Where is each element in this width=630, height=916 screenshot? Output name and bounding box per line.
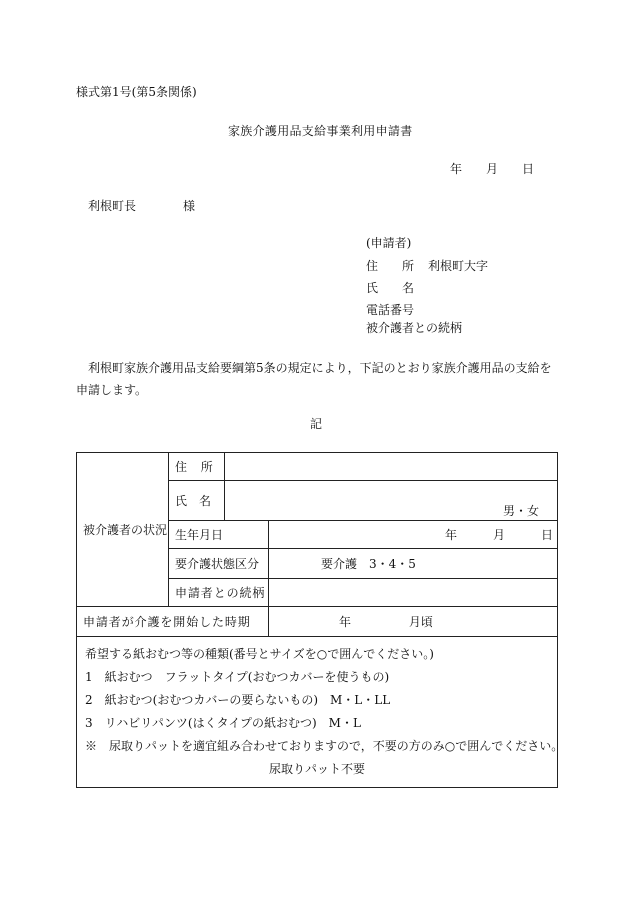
recipient-name-field[interactable] xyxy=(225,481,558,521)
body-text: 利根町家族介護用品支給要綱第5条の規定により，下記のとおり家族介護用品の支給を申請します。 xyxy=(76,361,552,397)
sex-options[interactable]: 男・女 xyxy=(502,503,539,518)
applicant-address-value: 利根町大字 xyxy=(428,259,489,273)
row-options xyxy=(77,637,558,788)
relation-label: 申請者との続柄 xyxy=(169,579,269,607)
applicant-name-label: 氏 名 xyxy=(366,281,415,295)
applicant-address-label: 住 所 xyxy=(366,259,415,273)
recipient-address-label: 住 所 xyxy=(169,453,225,481)
birthdate-field[interactable] xyxy=(269,521,558,549)
care-start-label: 申請者が介護を開始した時期 xyxy=(77,607,269,637)
option-2[interactable]: 2 紙おむつ(おむつカバーの要らないもの) M・L・LL xyxy=(85,693,391,707)
birth-month: 月 xyxy=(493,528,506,542)
addressee-name: 利根町長 xyxy=(88,199,137,213)
care-level-field[interactable] xyxy=(269,549,558,579)
row-address xyxy=(77,453,558,481)
options-note: ※ 尿取りパットを適宜組み合わせておりますので，不要の方のみ○で囲んでください。 xyxy=(85,739,564,753)
applicant-relation-label: 被介護者との続柄 xyxy=(366,321,463,335)
care-start-month: 月頃 xyxy=(408,615,433,629)
birthdate-label: 生年月日 xyxy=(169,521,269,549)
care-start-year: 年 xyxy=(339,615,352,629)
recipient-label: 被介護者の状況 xyxy=(77,453,169,607)
recipient-address-field[interactable] xyxy=(225,453,558,481)
ki-heading: 記 xyxy=(310,417,323,431)
form-number: 様式第1号(第5条関係) xyxy=(76,85,197,99)
date-month: 月 xyxy=(486,162,499,176)
care-level-label: 要介護状態区分 xyxy=(169,549,269,579)
addressee-honorific: 様 xyxy=(183,199,196,213)
diaper-options xyxy=(77,637,564,788)
pad-unneeded[interactable]: 尿取りパット不要 xyxy=(269,762,366,776)
options-instruction: 希望する紙おむつ等の種類(番号とサイズを○で囲んでください。) xyxy=(85,647,434,661)
option-1[interactable]: 1 紙おむつ フラットタイプ(おむつカバーを使うもの) xyxy=(85,670,390,684)
document-title: 家族介護用品支給事業利用申請書 xyxy=(228,124,413,138)
applicant-header: (申請者) xyxy=(366,236,412,250)
birth-year: 年 xyxy=(445,528,458,542)
application-table xyxy=(76,452,564,788)
applicant-phone-label: 電話番号 xyxy=(366,303,415,317)
relation-field[interactable] xyxy=(269,579,558,607)
date-year: 年 xyxy=(450,162,463,176)
row-care-start xyxy=(77,607,558,637)
care-start-field[interactable] xyxy=(269,607,558,637)
option-3[interactable]: 3 リハビリパンツ(はくタイプの紙おむつ) M・L xyxy=(85,716,361,730)
birth-day: 日 xyxy=(541,528,554,542)
care-level-value[interactable]: 要介護 3・4・5 xyxy=(321,557,416,571)
date-day: 日 xyxy=(522,162,535,176)
recipient-name-label: 氏 名 xyxy=(169,481,225,521)
